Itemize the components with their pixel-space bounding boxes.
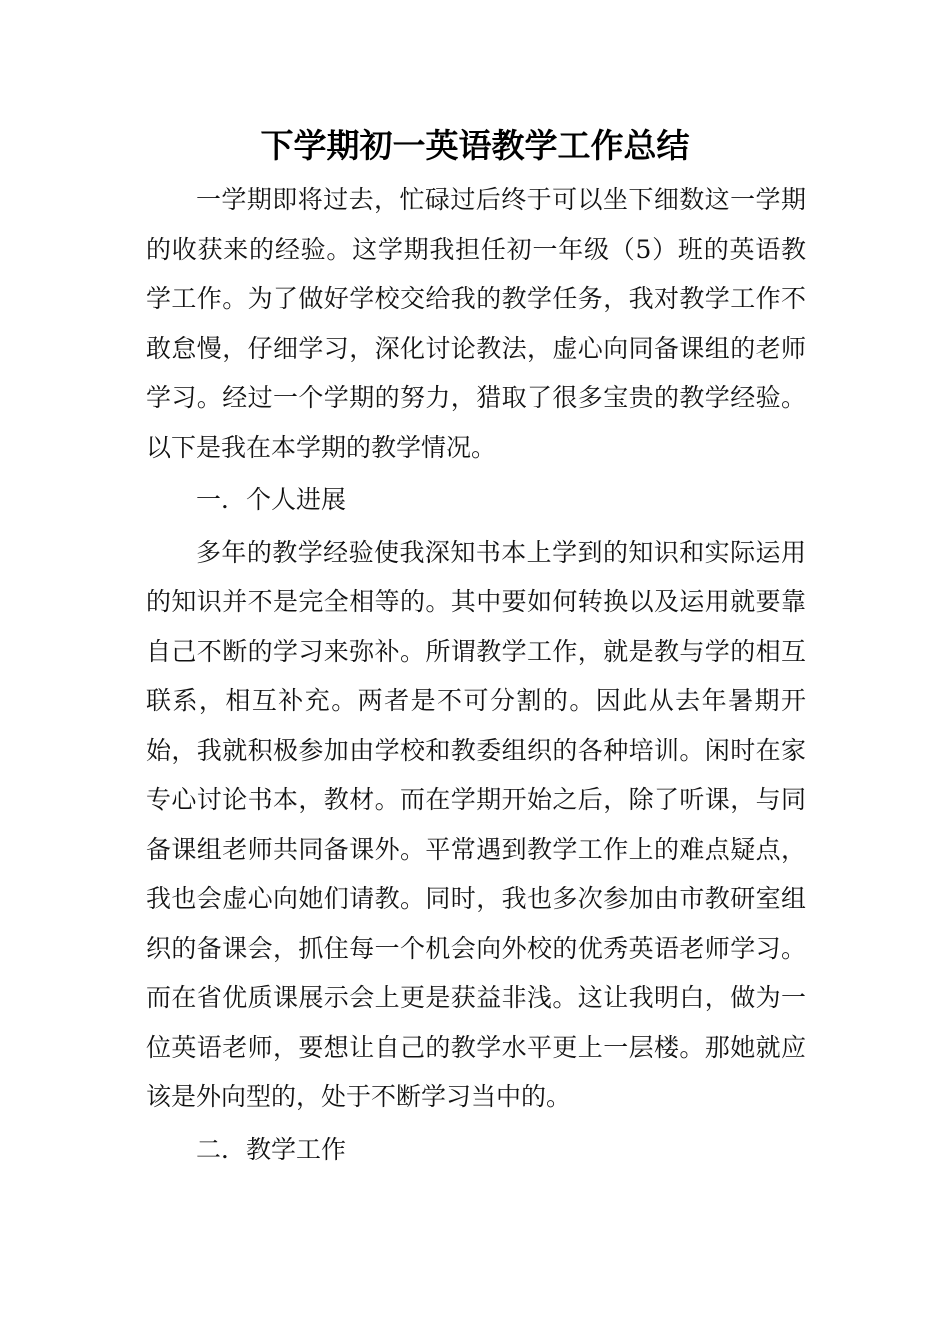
intro-paragraph: 一学期即将过去，忙碌过后终于可以坐下细数这一学期的收获来的经验。这学期我担任初一年级（5）班的英语教学工作。为了做好学校交给我的教学任务，我对教学工作不敢怠慢，仔细学习，深化讨论教法，虚心向同备课组的老师学习。经过一个学期的努力，猎取了很多宝贵的教学经验。以下是我在本学期的教学情况。: [146, 185, 806, 462]
section-heading-personal-development: 一．个人进展: [196, 485, 347, 514]
document-title: 下学期初一英语教学工作总结: [260, 126, 690, 165]
section-heading-teaching-work: 二．教学工作: [196, 1134, 347, 1164]
personal-development-paragraph: 多年的教学经验使我深知书本上学到的知识和实际运用的知识并不是完全相等的。其中要如何转换以及运用就要靠自己不断的学习来弥补。所谓教学工作，就是教与学的相互联系，相互补充。两者是不可分割的。因此从去年暑期开始，我就积极参加由学校和教委组织的各种培训。闲时在家专心讨论书本，教材。而在学期开始之后，除了听课，与同备课组老师共同备课外。平常遇到教学工作上的难点疑点，我也会虚心向她们请教。同时，我也多次参加由市教研室组织的备课会，抓住每一个机会向外校的优秀英语老师学习。而在省优质课展示会上更是获益非浅。这让我明白，做为一位英语老师，要想让自己的教学水平更上一层楼。那她就应该是外向型的，处于不断学习当中的。: [146, 537, 806, 1111]
document-body: [146, 175, 806, 1174]
